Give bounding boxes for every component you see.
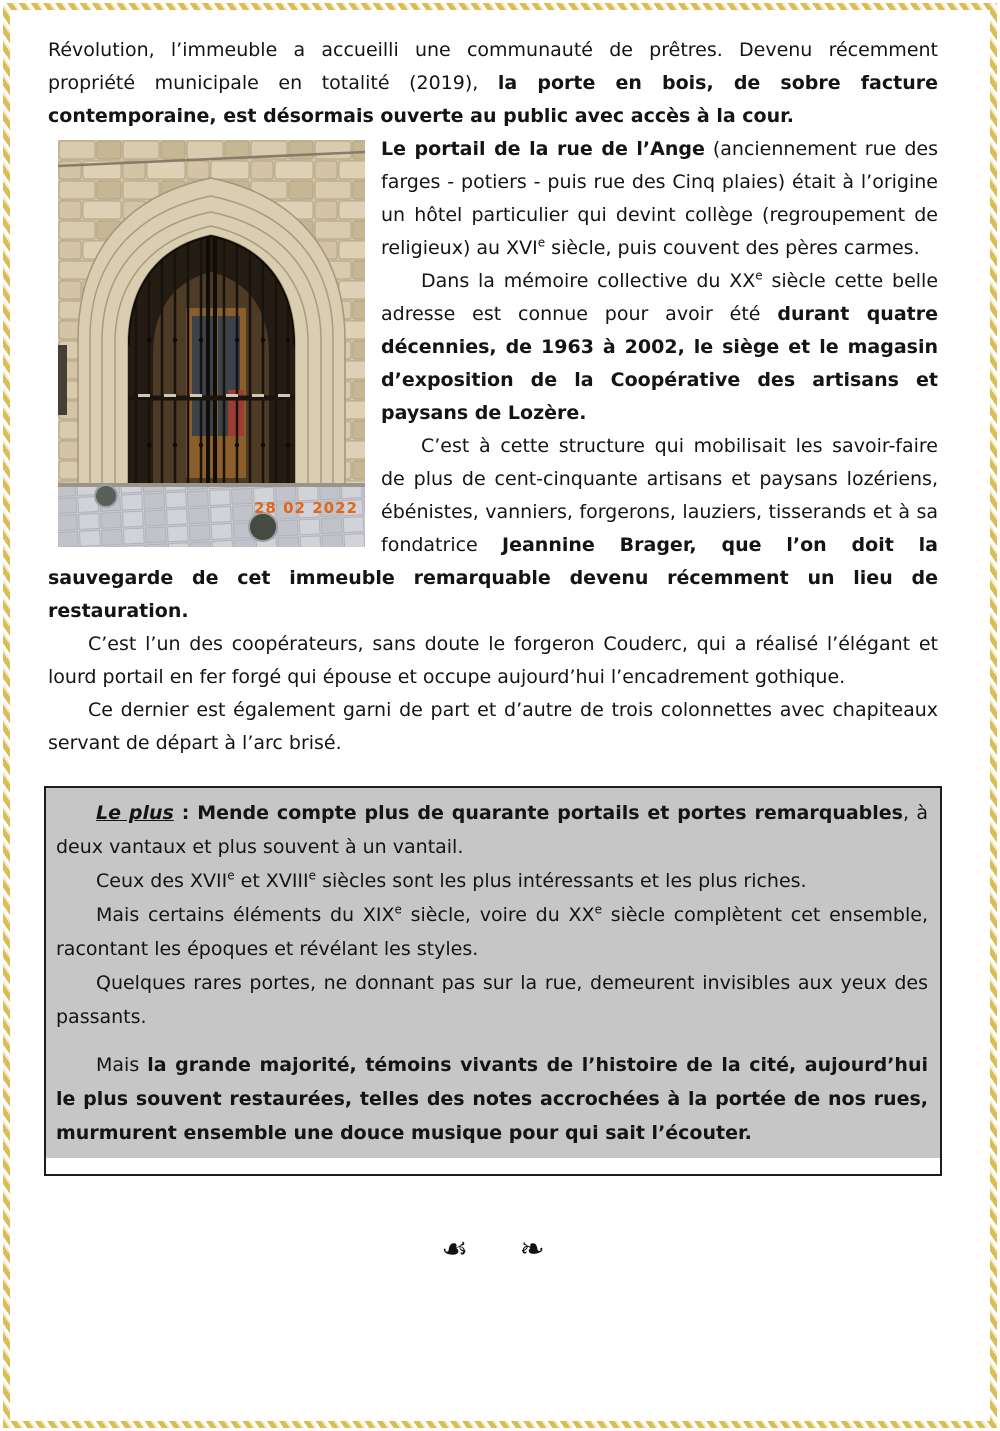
text-segment: Mais certains éléments du XIX: [96, 904, 395, 926]
text-segment: (anciennement rue des farges - potiers - puis rue des Cinq plaies) était à l’origine un hôtel particulier qui devint collège (regroupement de religieux) au XVI: [381, 138, 938, 259]
text-segment: siècles sont les plus intéressants et les plus riches.: [316, 870, 807, 892]
text-segment: e: [308, 868, 317, 883]
paragraph: [48, 628, 938, 694]
paragraph: [48, 694, 938, 760]
fleuron-right-icon: ❧: [519, 1232, 545, 1267]
paragraph: [56, 1048, 928, 1150]
text-segment: :: [173, 802, 198, 824]
text-segment: siècle, puis couvent des pères carmes.: [545, 237, 920, 259]
intro-paragraphs: [48, 34, 938, 133]
text-segment: Mais: [96, 1054, 148, 1076]
text-segment: Jeannine Brager, que l’on doit la sauvegarde de cet immeuble remarquable devenu récemment un lieu de restauration.: [48, 534, 938, 622]
text-segment: Ce dernier est également garni de part et d’autre de trois colonnettes avec chapiteaux servant de départ à l’arc brisé.: [48, 699, 938, 754]
text-segment: Quelques rares portes, ne donnant pas sur la rue, demeurent invisibles aux yeux des passants.: [56, 972, 928, 1028]
text-segment: siècle cette belle adresse est connue pour avoir été: [381, 270, 939, 325]
text-segment: e: [227, 868, 235, 883]
text-segment: e: [594, 902, 602, 917]
portal-photo-graphic: [58, 140, 365, 547]
text-segment: , à deux vantaux et plus souvent à un vantail.: [56, 802, 929, 858]
paragraph: [56, 796, 928, 864]
wall-left-recess: [58, 345, 67, 415]
text-segment: Révolution, l’immeuble a accueilli une communauté de prêtres. Devenu récemment propriété municipale en totalité (2019),: [48, 39, 938, 94]
article-body: [48, 34, 938, 760]
paragraph: [48, 34, 938, 133]
text-segment: Ceux des XVII: [96, 870, 228, 892]
paragraph: [56, 864, 928, 898]
text-segment: siècle complètent cet ensemble, racontant les époques et révélant les styles.: [56, 904, 928, 960]
paragraph: [56, 966, 928, 1034]
document-page: [48, 34, 938, 1267]
highlight-box-paragraphs: [46, 788, 940, 1158]
text-segment: e: [755, 268, 763, 283]
photo-date-stamp: 28 02 2022: [254, 499, 358, 517]
text-segment: la porte en bois, de sobre facture contemporaine, est désormais ouverte au public avec accès à la cour.: [48, 72, 938, 127]
text-segment: Mende compte plus de quarante portails et portes remarquables: [197, 802, 903, 824]
text-segment: Le plus: [96, 802, 174, 824]
portal-photo: [58, 140, 365, 547]
fleuron-left-icon: ☙: [441, 1232, 469, 1267]
text-segment: Dans la mémoire collective du XX: [421, 270, 756, 292]
text-segment: C’est l’un des coopérateurs, sans doute le forgeron Couderc, qui a réalisé l’élégant et lourd portail en fer forgé qui épouse et occupe aujourd’hui l’encadrement gothique.: [48, 633, 938, 688]
text-segment: et XVIII: [234, 870, 309, 892]
ornament-row: [48, 1232, 938, 1267]
text-segment: durant quatre décennies, de 1963 à 2002, le siège et le magasin d’exposition de la Coopérative des artisans et paysans de Lozère.: [381, 303, 938, 424]
text-segment: Le portail de la rue de l’Ange: [381, 138, 705, 160]
text-segment: siècle, voire du XX: [401, 904, 595, 926]
text-segment: e: [537, 235, 546, 250]
text-segment: e: [394, 902, 402, 917]
text-segment: la grande majorité, témoins vivants de l’histoire de la cité, aujourd’hui le plus souvent restaurées, telles des notes accrochées à la portée de nos rues, murmurent ensemble une douce musique pour qui sait l’écouter.: [56, 1054, 928, 1144]
highlight-box: [44, 786, 942, 1176]
paragraph: [56, 898, 928, 966]
text-segment: C’est à cette structure qui mobilisait les savoir-faire de plus de cent-cinquante artisans et paysans lozériens, ébénistes, vanniers, forgerons, lauziers, tisserands et à sa fondatrice: [381, 435, 938, 556]
